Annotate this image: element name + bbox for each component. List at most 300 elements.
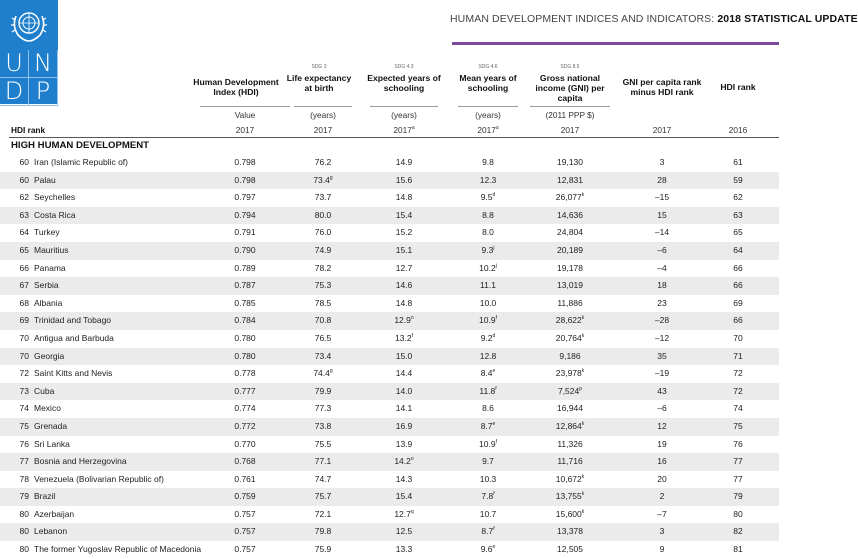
hdi-rank-cell: 75 (19, 420, 29, 431)
value-cell (530, 351, 610, 361)
table-row (0, 365, 779, 383)
footnote-marker: d (492, 192, 496, 199)
cell-value: 14.9 (395, 157, 413, 167)
cell-value: 72.1 (314, 508, 332, 519)
cell-value: 16.9 (395, 420, 413, 431)
logo-letter: P (29, 78, 58, 106)
cell-value: 14.4 (395, 368, 413, 379)
value-cell (458, 474, 518, 484)
cell-value: 72 (733, 368, 743, 379)
footnote-marker: g (329, 174, 333, 181)
cell-value: 0.790 (234, 244, 256, 255)
value-cell (458, 280, 518, 290)
year-footnote: a (495, 125, 499, 132)
value-cell (294, 403, 352, 413)
year-label (622, 125, 702, 135)
cell-value: 13.9 (395, 438, 413, 449)
country-cell: Antigua and Barbuda (34, 332, 114, 343)
cell-value: 20 (657, 473, 667, 484)
value-cell (708, 456, 768, 466)
column-header-gni-rank-minus-hdi-rank (620, 77, 704, 97)
value-cell (622, 280, 702, 290)
cell-value: 3 (659, 157, 665, 167)
value-cell (200, 439, 290, 449)
country-cell: Turkey (34, 227, 60, 238)
cell-value: 8.7 (480, 420, 493, 431)
cell-value: 9.5 (480, 192, 493, 203)
header-rule (530, 106, 610, 107)
value-cell (530, 456, 610, 466)
cell-value: 13,755 (555, 491, 582, 502)
footnote-marker: o (410, 456, 414, 463)
value-cell (294, 227, 352, 237)
country-cell: Saint Kitts and Nevis (34, 368, 113, 379)
value-cell (530, 526, 610, 536)
hdi-rank-cell: 69 (19, 315, 29, 326)
logo-letter: N (29, 50, 58, 78)
value-cell (708, 210, 768, 220)
hdi-rank-cell: 77 (19, 456, 29, 467)
cell-value: 8.6 (482, 403, 494, 414)
value-cell (370, 192, 438, 202)
cell-value: 8.8 (482, 209, 494, 220)
value-cell (458, 263, 518, 273)
value-cell (622, 333, 702, 343)
value-cell (200, 192, 290, 202)
value-cell (622, 263, 702, 273)
cell-value: 79 (733, 491, 743, 502)
value-cell (530, 368, 610, 378)
cell-value: 14.3 (395, 473, 413, 484)
year-label (530, 125, 610, 135)
value-cell (370, 298, 438, 308)
cell-value: 8.4 (480, 368, 493, 379)
cell-value: 73.7 (314, 192, 332, 203)
value-cell (708, 544, 768, 554)
cell-value: 66 (733, 262, 743, 273)
table-row (0, 436, 779, 454)
cell-value: –14 (654, 227, 670, 238)
value-cell (370, 263, 438, 273)
value-cell (530, 175, 610, 185)
cell-value: 12,864 (555, 420, 582, 431)
cell-value: 80 (733, 508, 743, 519)
hdi-rank-cell: 70 (19, 350, 29, 361)
hdi-rank-cell: 74 (19, 403, 29, 414)
year-footnote: a (411, 125, 415, 132)
table-row (0, 154, 779, 172)
year-label (294, 125, 352, 135)
cell-value: 0.789 (234, 262, 256, 273)
cell-value: –6 (657, 403, 667, 414)
hdi-rank-cell: 63 (19, 209, 29, 220)
cell-value: 78.2 (314, 262, 332, 273)
value-cell (370, 509, 438, 519)
year-value: 2017 (560, 125, 580, 135)
value-cell (294, 509, 352, 519)
cell-value: 72 (733, 385, 743, 396)
year-value: 2017 (652, 125, 672, 135)
value-cell (708, 175, 768, 185)
value-cell (200, 544, 290, 554)
value-cell (622, 298, 702, 308)
value-cell (458, 333, 518, 343)
cell-value: 0.761 (234, 473, 256, 484)
cell-value: 8.0 (482, 227, 494, 238)
un-emblem-icon (8, 4, 50, 44)
report-title-emphasis: 2018 STATISTICAL UPDATE (717, 13, 858, 25)
value-cell (708, 491, 768, 501)
value-cell (294, 544, 352, 554)
hdi-rank-cell: 60 (19, 157, 29, 167)
cell-value: 0.791 (234, 227, 256, 238)
hdi-rank-label: HDI rank (11, 125, 46, 135)
cell-value: 74.7 (314, 473, 332, 484)
value-cell (200, 526, 290, 536)
value-cell (294, 263, 352, 273)
value-cell (708, 227, 768, 237)
hdi-rank-cell: 79 (19, 491, 29, 502)
sdg-tag: SDG 3 (311, 64, 327, 70)
footnote-marker: q (410, 509, 414, 516)
cell-value: 77 (733, 473, 743, 484)
value-cell (294, 280, 352, 290)
value-cell (708, 421, 768, 431)
column-name: Mean years of schooling (459, 73, 517, 93)
value-cell (530, 227, 610, 237)
year-value: 2017 (313, 125, 333, 135)
country-cell: Cuba (34, 385, 55, 396)
value-cell (370, 175, 438, 185)
cell-value: 13,019 (557, 280, 583, 291)
cell-value: 0.770 (234, 438, 256, 449)
footnote-marker: e (492, 544, 496, 551)
cell-value: 0.798 (234, 157, 256, 167)
cell-value: 78.5 (314, 297, 332, 308)
cell-value: 16 (657, 456, 667, 467)
footnote-marker: k (581, 473, 585, 480)
cell-value: 10.3 (479, 473, 497, 484)
value-cell (622, 192, 702, 202)
table-row (0, 242, 779, 260)
report-title (450, 13, 858, 25)
value-cell (294, 491, 352, 501)
value-cell (530, 439, 610, 449)
cell-value: 12.9 (394, 315, 411, 326)
cell-value: 12 (657, 420, 667, 431)
value-cell (708, 351, 768, 361)
value-cell (370, 526, 438, 536)
cell-value: 74.9 (314, 244, 332, 255)
hdi-rank-cell: 68 (19, 297, 29, 308)
value-cell (622, 157, 702, 167)
cell-value: 73.4 (314, 350, 332, 361)
country-cell: Seychelles (34, 192, 76, 203)
table-row (0, 172, 779, 190)
cell-value: 0.780 (234, 332, 256, 343)
table-row (0, 312, 779, 330)
cell-value: 81 (733, 544, 743, 555)
value-cell (458, 210, 518, 220)
value-cell (530, 333, 610, 343)
cell-value: 23,978 (555, 368, 582, 379)
cell-value: 73.4 (313, 174, 330, 185)
cell-value: –19 (654, 368, 670, 379)
cell-value: 13.2 (395, 332, 412, 343)
column-name: Life expectancy at birth (286, 73, 352, 93)
value-cell (294, 368, 352, 378)
value-cell (530, 403, 610, 413)
value-cell (458, 298, 518, 308)
cell-value: 12,831 (557, 174, 583, 185)
hdi-rank-cell: 80 (19, 526, 29, 537)
year-label (458, 125, 518, 135)
value-cell (708, 280, 768, 290)
value-cell (370, 456, 438, 466)
value-cell (200, 263, 290, 273)
cell-value: 0.778 (234, 368, 256, 379)
cell-value: 74.4 (313, 368, 330, 379)
cell-value: 14.1 (395, 403, 413, 414)
hdi-rank-cell: 78 (19, 473, 29, 484)
country-cell: Serbia (34, 280, 59, 291)
value-cell (294, 315, 352, 325)
sdg-tag: SDG 4.3 (394, 64, 414, 70)
table-row (0, 418, 779, 436)
hdi-rank-cell: 70 (19, 332, 29, 343)
cell-value: 0.774 (234, 403, 256, 414)
cell-value: 0.785 (234, 297, 256, 308)
value-cell (200, 386, 290, 396)
unit-label: (years) (391, 110, 417, 120)
cell-value: 9.7 (482, 456, 494, 467)
value-cell (622, 474, 702, 484)
footnote-marker: f (493, 526, 495, 533)
value-cell (294, 333, 352, 343)
value-cell (294, 421, 352, 431)
value-cell (708, 333, 768, 343)
footnote-marker: g (329, 368, 333, 375)
cell-value: 12.8 (479, 350, 497, 361)
cell-value: 77.3 (314, 403, 332, 414)
cell-value: 69 (733, 297, 743, 308)
value-cell (458, 175, 518, 185)
value-cell (200, 351, 290, 361)
year-value: 2017 (393, 125, 412, 135)
report-title-prefix: HUMAN DEVELOPMENT INDICES AND INDICATORS: (450, 13, 718, 25)
logo-letter: D (0, 78, 29, 106)
cell-value: 0.787 (234, 280, 256, 291)
cell-value: –12 (654, 332, 670, 343)
value-cell (458, 245, 518, 255)
cell-value: 19 (657, 438, 667, 449)
cell-value: 35 (657, 350, 667, 361)
footnote-marker: e (492, 421, 496, 428)
cell-value: 82 (733, 526, 743, 537)
footnote-marker: f (493, 491, 495, 498)
header-rule (370, 106, 438, 107)
cell-value: 14.8 (395, 297, 413, 308)
table-row (0, 330, 779, 348)
value-cell (458, 439, 518, 449)
column-header-life-expectancy (286, 64, 352, 93)
value-cell (458, 544, 518, 554)
cell-value: 16,944 (557, 403, 583, 414)
cell-value: 11.8 (479, 385, 496, 396)
value-cell (370, 280, 438, 290)
value-cell (622, 456, 702, 466)
cell-value: 12.7 (394, 508, 411, 519)
cell-value: 12.3 (479, 174, 497, 185)
hdi-rank-cell: 65 (19, 244, 29, 255)
unit-label: Value (234, 110, 256, 120)
table-row (0, 488, 779, 506)
value-cell (200, 368, 290, 378)
cell-value: 14.2 (394, 456, 411, 467)
value-cell (200, 509, 290, 519)
column-header-expected-schooling (365, 64, 443, 93)
hdi-rank-cell: 66 (19, 262, 29, 273)
country-cell: Georgia (34, 350, 65, 361)
cell-value: 11.1 (480, 280, 496, 291)
value-cell (370, 227, 438, 237)
value-cell (294, 439, 352, 449)
value-cell (294, 474, 352, 484)
cell-value: 75.7 (314, 491, 332, 502)
undp-wordmark (0, 50, 58, 104)
table-row (0, 224, 779, 242)
column-header-hdi (184, 77, 288, 97)
value-cell (708, 439, 768, 449)
value-cell (530, 210, 610, 220)
cell-value: 10.7 (479, 508, 497, 519)
table-row (0, 523, 779, 541)
cell-value: 13.3 (395, 544, 413, 555)
country-cell: Albania (34, 297, 63, 308)
cell-value: 26,077 (555, 192, 582, 203)
cell-value: 3 (659, 526, 665, 537)
header-rule (294, 106, 352, 107)
cell-value: 63 (733, 209, 743, 220)
value-cell (708, 245, 768, 255)
value-cell (622, 403, 702, 413)
country-cell: Panama (34, 262, 66, 273)
hdi-rank-cell: 62 (19, 192, 29, 203)
value-cell (370, 439, 438, 449)
table-row (0, 383, 779, 401)
value-cell (370, 157, 438, 167)
cell-value: 0.777 (234, 385, 256, 396)
header-rule (200, 106, 290, 107)
value-cell (708, 474, 768, 484)
value-cell (294, 386, 352, 396)
value-cell (530, 474, 610, 484)
value-cell (530, 315, 610, 325)
cell-value: 15,600 (555, 508, 582, 519)
value-cell (622, 210, 702, 220)
cell-value: 79.9 (314, 385, 332, 396)
value-cell (200, 280, 290, 290)
value-cell (530, 509, 610, 519)
cell-value: 11,716 (557, 456, 583, 467)
value-cell (458, 421, 518, 431)
cell-value: 80.0 (314, 209, 332, 220)
value-cell (458, 227, 518, 237)
cell-value: –4 (657, 262, 667, 273)
cell-value: 77 (733, 456, 743, 467)
cell-value: 8.7 (481, 526, 494, 537)
cell-value: 2 (659, 491, 665, 502)
cell-value: 0.759 (234, 491, 256, 502)
cell-value: 12.5 (395, 526, 413, 537)
value-cell (622, 544, 702, 554)
value-cell (370, 368, 438, 378)
header-bottom-rule (9, 137, 779, 138)
footnote-marker: k (581, 421, 585, 428)
value-cell (294, 526, 352, 536)
value-cell (370, 544, 438, 554)
table-row (0, 189, 779, 207)
cell-value: 23 (657, 297, 667, 308)
value-cell (370, 386, 438, 396)
year-label (200, 125, 290, 135)
cell-value: 76.0 (314, 227, 332, 238)
hdi-rank-cell: 60 (19, 174, 29, 185)
value-cell (622, 368, 702, 378)
value-cell (622, 509, 702, 519)
cell-value: 15.0 (395, 350, 413, 361)
country-cell: Grenada (34, 420, 68, 431)
cell-value: 0.757 (234, 526, 256, 537)
cell-value: 0.794 (234, 209, 256, 220)
country-cell: Sri Lanka (34, 438, 70, 449)
year-label (708, 125, 768, 135)
value-cell (200, 245, 290, 255)
value-cell (622, 491, 702, 501)
cell-value: 18 (657, 280, 667, 291)
cell-value: 0.768 (234, 456, 256, 467)
value-cell (294, 210, 352, 220)
footnote-marker: k (581, 333, 585, 340)
cell-value: 10.9 (479, 438, 496, 449)
footnote-marker: f (495, 385, 497, 392)
footnote-marker: k (581, 491, 585, 498)
column-name: Gross national income (GNI) per capita (535, 73, 605, 103)
value-cell (530, 245, 610, 255)
value-cell (458, 526, 518, 536)
cell-value: 15.2 (395, 227, 413, 238)
cell-value: 9 (659, 544, 665, 555)
cell-value: 14,636 (557, 209, 583, 220)
value-cell (200, 227, 290, 237)
value-cell (708, 192, 768, 202)
country-cell: Mexico (34, 403, 61, 414)
cell-value: 0.798 (234, 174, 256, 185)
cell-value: 15.4 (395, 491, 413, 502)
value-cell (200, 210, 290, 220)
cell-value: 75.9 (314, 544, 332, 555)
cell-value: 9.2 (480, 332, 493, 343)
value-cell (200, 157, 290, 167)
table-row (0, 506, 779, 524)
column-header-mean-schooling (455, 64, 521, 93)
cell-value: 14.8 (395, 192, 413, 203)
year-label (370, 125, 438, 135)
unit-label: (years) (475, 110, 501, 120)
cell-value: 0.784 (234, 315, 256, 326)
cell-value: 15 (657, 209, 667, 220)
value-cell (622, 386, 702, 396)
